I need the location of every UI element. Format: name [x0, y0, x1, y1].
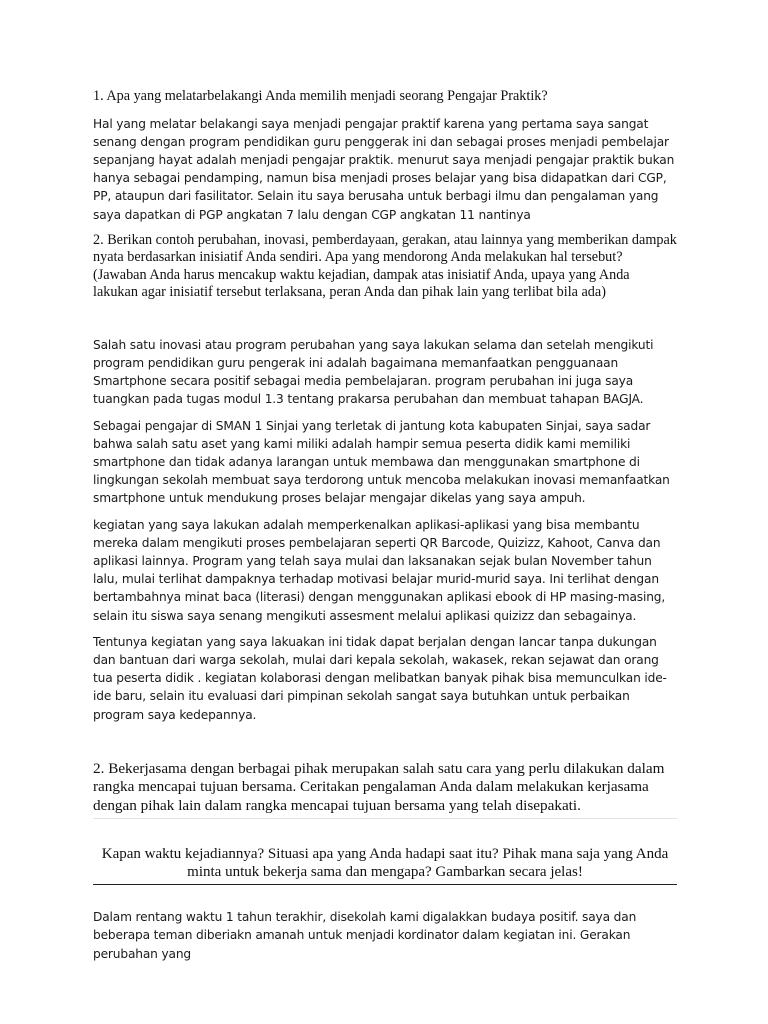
answer-2-paragraph-1: Salah satu inovasi atau program perubahan yang saya lakukan selama dan setelah mengikuti program pendidikan guru pengerak ini adalah bagaimana memanfaatkan pengguanaan Smartphone secara positif sebagai media pembelajaran. program perubahan ini juga saya tuangkan pada tugas modul 1.3 tentang prakarsa perubahan dan membuat tahapan BAGJA. [93, 337, 654, 407]
question-3: 2. Bekerjasama dengan berbagai pihak merupakan salah satu cara yang perlu dilakukan dalam rangka mencapai tujuan bersama. Ceritakan pengalaman Anda dalam melakukan kerjasama dengan pihak lain dalam rangka mencapai tujuan bersama yang telah disepakati. [93, 760, 677, 820]
answer-2-paragraph-2: Sebagai pengajar di SMAN 1 Sinjai yang terletak di jantung kota kabupaten Sinjai, saya sadar bahwa salah satu aset yang kami miliki adalah hampir semua peserta didik kami memiliki smartphone dan tidak adanya larangan untuk membawa dan menggunakan smartphone di lingkungan sekolah membuat saya terdorong untuk mencoba melakukan inovasi memanfaatkan smartphone untuk mendukung proses belajar mengajar dikelas yang saya ampuh. [93, 418, 670, 506]
answer-3-paragraph-1: Dalam rentang waktu 1 tahun terakhir, disekolah kami digalakkan budaya positif. saya dan beberapa teman diberiakn amanah untuk menjadi kordinator dalam kegiatan ini. Gerakan perubahan yang [93, 910, 637, 961]
answer-2-paragraph-3: kegiatan yang saya lakukan adalah memperkenalkan aplikasi-aplikasi yang bisa membantu mereka dalam mengikuti proses pembelajaran seperti QR Barcode, Quizizz, Kahoot, Canva dan aplikasi lainnya. Program yang telah saya mulai dan laksanakan sejak bulan November tahun lalu, mulai terlihat dampaknya terhadap motivasi belajar murid-murid saya. Ini terlihat dengan bertambahnya minat baca (literasi) dengan menggunakan aplikasi ebook di HP masing-masing, selain itu siswa saya senang mengikuti assesment melalui aplikasi quizizz dan sebagainya. [93, 517, 666, 623]
question-3-subquestion: Kapan waktu kejadiannya? Situasi apa yang Anda hadapi saat itu? Pihak mana saja yang Anda minta untuk bekerja sama dan mengapa? Gambarkan secara jelas! [93, 845, 677, 885]
question-1: 1. Apa yang melatarbelakangi Anda memilih menjadi seorang Pengajar Praktik? [93, 88, 548, 104]
answer-1: Hal yang melatar belakangi saya menjadi pengajar praktif karena yang pertama saya sangat senang dengan program pendidikan guru penggerak ini dan sebagai proses menjadi pembelajar sepanjang hayat adalah menjadi pengajar praktik. menurut saya menjadi pengajar praktik bukan hanya sebagai pendamping, namun bisa menjadi proses belajar yang bisa didapatkan dari CGP, PP, ataupun dari fasilitator. Selain itu saya berusaha untuk berbagi ilmu dan pengalaman yang saya dapatkan di PGP angkatan 7 lalu dengan CGP angkatan 11 nantinya [93, 116, 675, 222]
question-2: 2. Berikan contoh perubahan, inovasi, pemberdayaan, gerakan, atau lainnya yang memberikan dampak nyata berdasarkan inisiatif Anda sendiri. Apa yang mendorong Anda melakukan hal tersebut? (Jawaban Anda harus mencakup waktu kejadian, dampak atas inisiatif Anda, upaya yang Anda lakukan agar inisiatif tersebut terlaksana, peran Anda dan pihak lain yang terlibat bila ada) [93, 231, 677, 301]
answer-2-paragraph-4: Tentunya kegiatan yang saya lakuakan ini tidak dapat berjalan dengan lancar tanpa dukungan dan bantuan dari warga sekolah, mulai dari kepala sekolah, wakasek, rekan sejawat dan orang tua peserta didik . kegiatan kolaborasi dengan melibatkan banyak pihak bisa memunculkan ide-ide baru, selain itu evaluasi dari pimpinan sekolah sangat saya butuhkan untuk perbaikan program saya kedepannya. [93, 634, 667, 722]
document-body [93, 88, 677, 963]
